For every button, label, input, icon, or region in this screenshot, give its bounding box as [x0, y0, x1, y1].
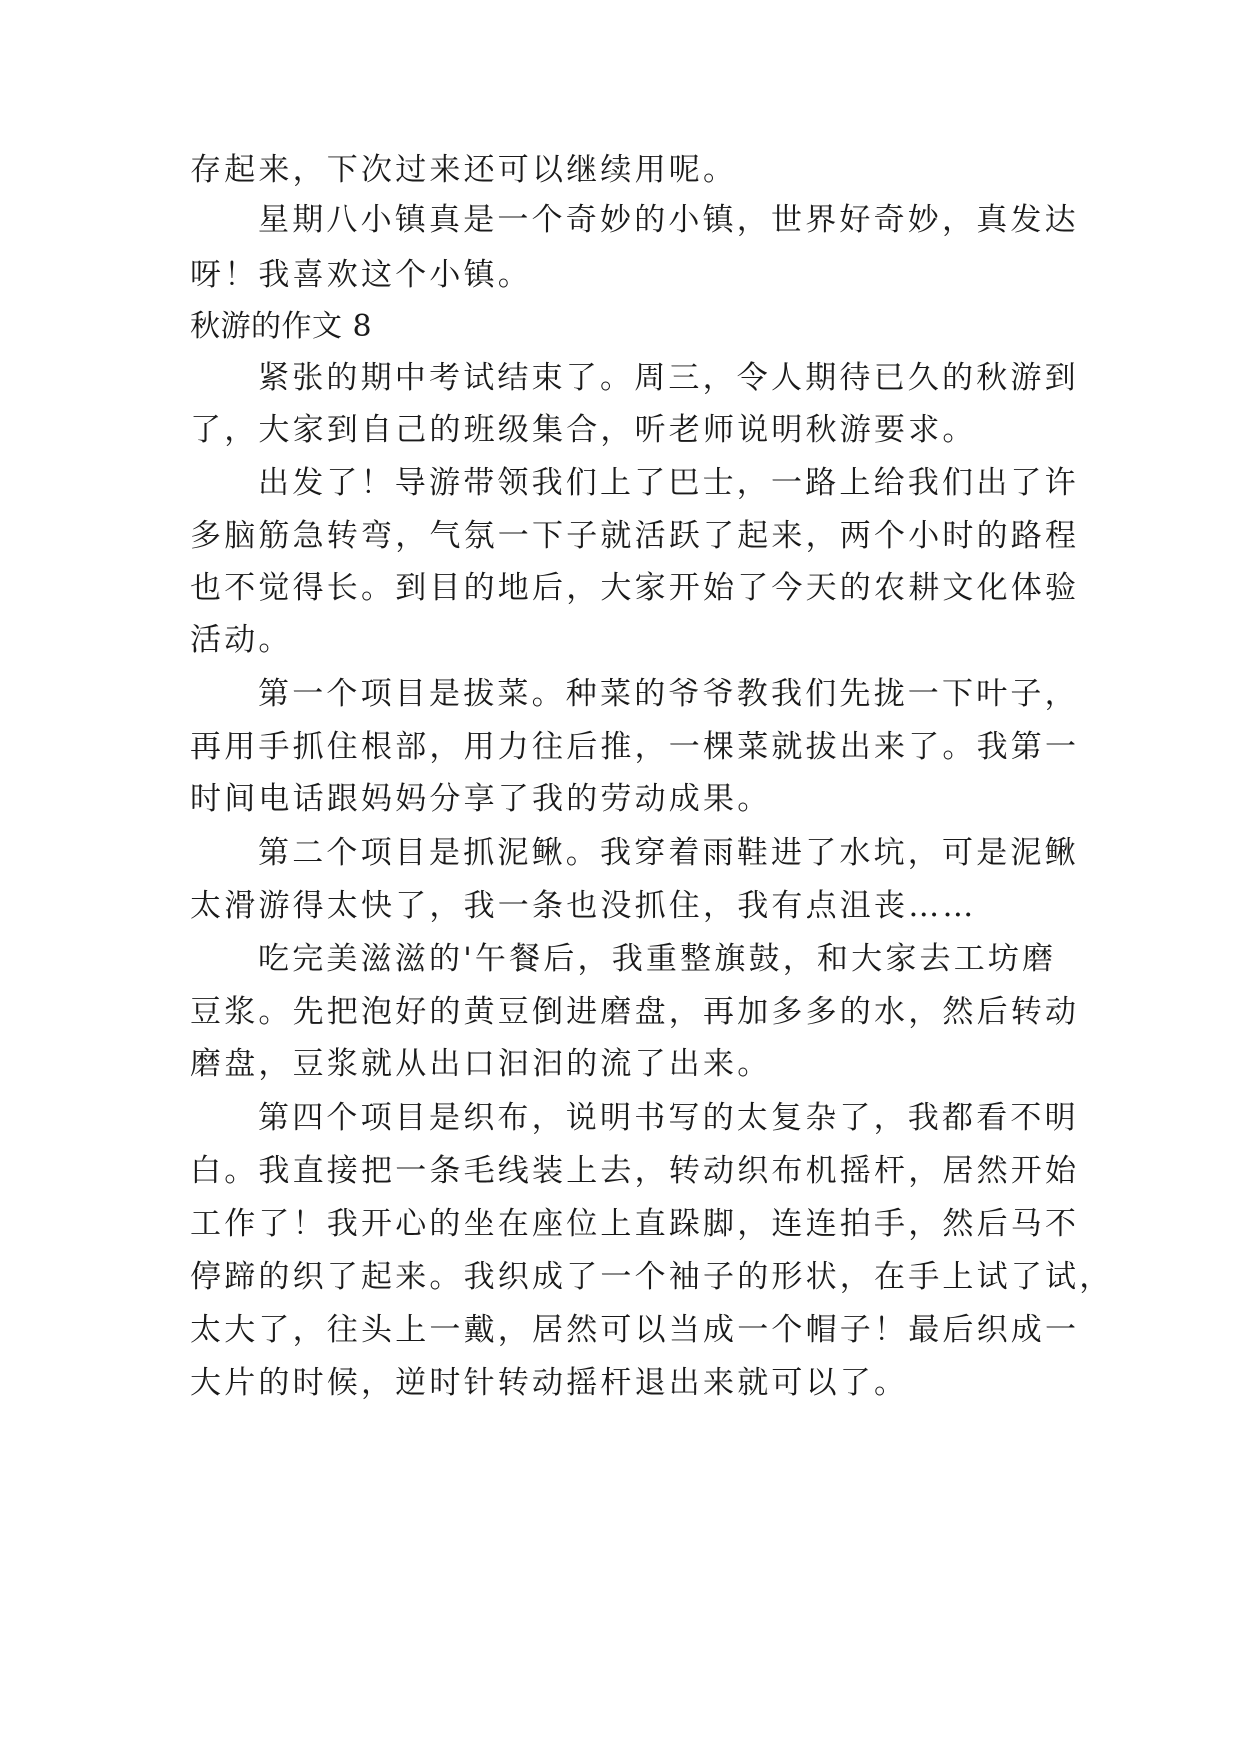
- paragraph-line: 星期八小镇真是一个奇妙的小镇，世界好奇妙，真发达: [258, 202, 1079, 238]
- paragraph-line: 工作了！我开心的坐在座位上直跺脚，连连拍手，然后马不: [190, 1206, 1080, 1242]
- paragraph-line: 第二个项目是抓泥鳅。我穿着雨鞋进了水坑，可是泥鳅: [258, 835, 1079, 871]
- paragraph-line: 紧张的期中考试结束了。周三，令人期待已久的秋游到: [258, 360, 1079, 396]
- paragraph-line: 磨盘，豆浆就从出口汩汩的流了出来。: [190, 1046, 772, 1082]
- paragraph-line: 第四个项目是织布，说明书写的太复杂了，我都看不明: [258, 1100, 1079, 1136]
- paragraph-line: 存起来，下次过来还可以继续用呢。: [190, 152, 738, 188]
- paragraph-line: 呀！我喜欢这个小镇。: [190, 257, 532, 293]
- paragraph-line: 多脑筋急转弯，气氛一下子就活跃了起来，两个小时的路程: [190, 518, 1080, 554]
- paragraph-line: 停蹄的织了起来。我织成了一个袖子的形状，在手上试了试，: [190, 1259, 1114, 1295]
- paragraph-line: 大片的时候，逆时针转动摇杆退出来就可以了。: [190, 1365, 909, 1401]
- paragraph-line: 豆浆。先把泡好的黄豆倒进磨盘，再加多多的水，然后转动: [190, 994, 1080, 1030]
- paragraph-line: 时间电话跟妈妈分享了我的劳动成果。: [190, 781, 772, 817]
- paragraph-line: 白。我直接把一条毛线装上去，转动织布机摇杆，居然开始: [190, 1153, 1080, 1189]
- paragraph-line: 太大了，往头上一戴，居然可以当成一个帽子！最后织成一: [190, 1312, 1080, 1348]
- paragraph-line: 也不觉得长。到目的地后，大家开始了今天的农耕文化体验: [190, 570, 1080, 606]
- paragraph-line: 活动。: [190, 622, 293, 658]
- paragraph-line: 了，大家到自己的班级集合，听老师说明秋游要求。: [190, 412, 977, 448]
- paragraph-line: 出发了！导游带领我们上了巴士，一路上给我们出了许: [258, 465, 1079, 501]
- paragraph-line: 太滑游得太快了，我一条也没抓住，我有点沮丧……: [190, 888, 977, 924]
- paragraph-line: 再用手抓住根部，用力往后推，一棵菜就拔出来了。我第一: [190, 729, 1080, 765]
- paragraph-line: 第一个项目是拔菜。种菜的爷爷教我们先拢一下叶子，: [258, 676, 1079, 712]
- section-title: 秋游的作文 8: [190, 309, 373, 344]
- paragraph-line: 吃完美滋滋的'午餐后，我重整旗鼓，和大家去工坊磨: [258, 941, 1057, 977]
